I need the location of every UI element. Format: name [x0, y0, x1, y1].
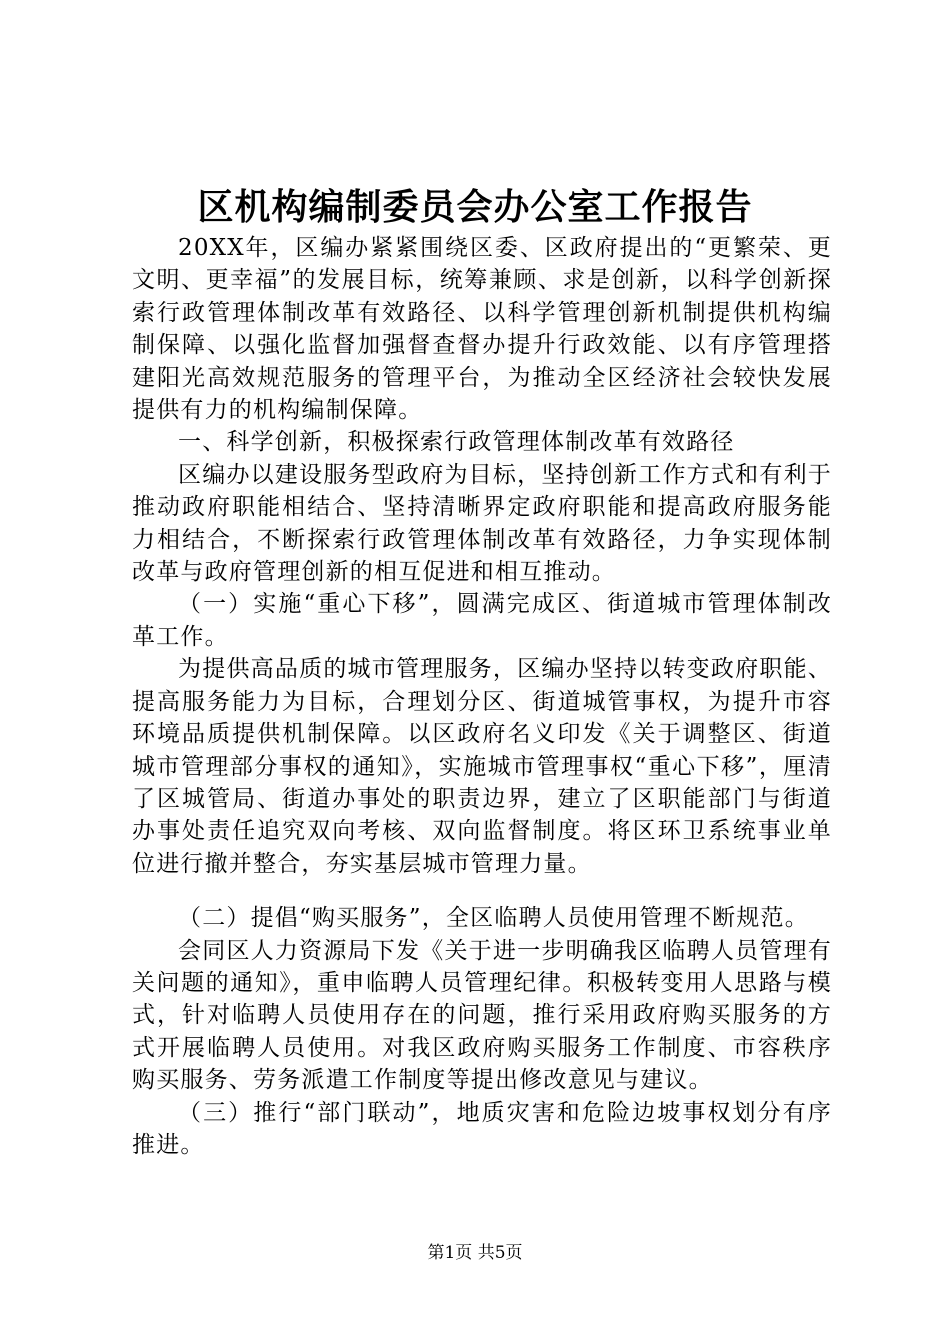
paragraph-subsection-1: 为提供高品质的城市管理服务，区编办坚持以转变政府职能、提高服务能力为目标，合理划分区、街道城管事权，为提升市容环境品质提供机制保障。以区政府名义印发《关于调整区、街道城市管理部分事权的通知》，实施城市管理事权“重心下移”，厘清了区城管局、街道办事处的职责边界，建立了区职能部门与街道办事处责任追究双向考核、双向监督制度。将区环卫系统事业单位进行撤并整合，夯实基层城市管理力量。: [132, 656, 832, 877]
page-number-footer: 第1页 共5页: [427, 1243, 523, 1263]
document-title: 区机构编制委员会办公室工作报告: [197, 187, 753, 228]
section-heading-1: 一、科学创新，积极探索行政管理体制改革有效路径: [178, 429, 735, 456]
paragraph-section-1: 区编办以建设服务型政府为目标，坚持创新工作方式和有利于推动政府职能相结合、坚持清晰界定政府职能和提高政府服务能力相结合，不断探索行政管理体制改革有效路径，力争实现体制改革与政府管理创新的相互促进和相互推动。: [132, 461, 832, 586]
paragraph-intro: 20XX年，区编办紧紧围绕区委、区政府提出的“更繁荣、更文明、更幸福”的发展目标，统筹兼顾、求是创新，以科学创新探索行政管理体制改革有效路径、以科学管理创新机制提供机构编制保障、以强化监督加强督查督办提升行政效能、以有序管理搭建阳光高效规范服务的管理平台，为推动全区经济社会较快发展提供有力的机构编制保障。: [132, 235, 832, 424]
paragraph-subsection-2: 会同区人力资源局下发《关于进一步明确我区临聘人员管理有关问题的通知》，重申临聘人员管理纪律。积极转变用人思路与模式，针对临聘人员使用存在的问题，推行采用政府购买服务的方式开展临聘人员使用。对我区政府购买服务工作制度、市容秩序购买服务、劳务派遣工作制度等提出修改意见与建议。: [132, 937, 832, 1094]
document-body: [132, 232, 832, 1161]
subsection-heading-2: （二）提倡“购买服务”，全区临聘人员使用管理不断规范。: [178, 905, 809, 932]
subsection-heading-1: （一）实施“重心下移”，圆满完成区、街道城市管理体制改革工作。: [132, 591, 832, 650]
subsection-heading-3: （三）推行“部门联动”，地质灾害和危险边坡事权划分有序推进。: [132, 1099, 832, 1158]
